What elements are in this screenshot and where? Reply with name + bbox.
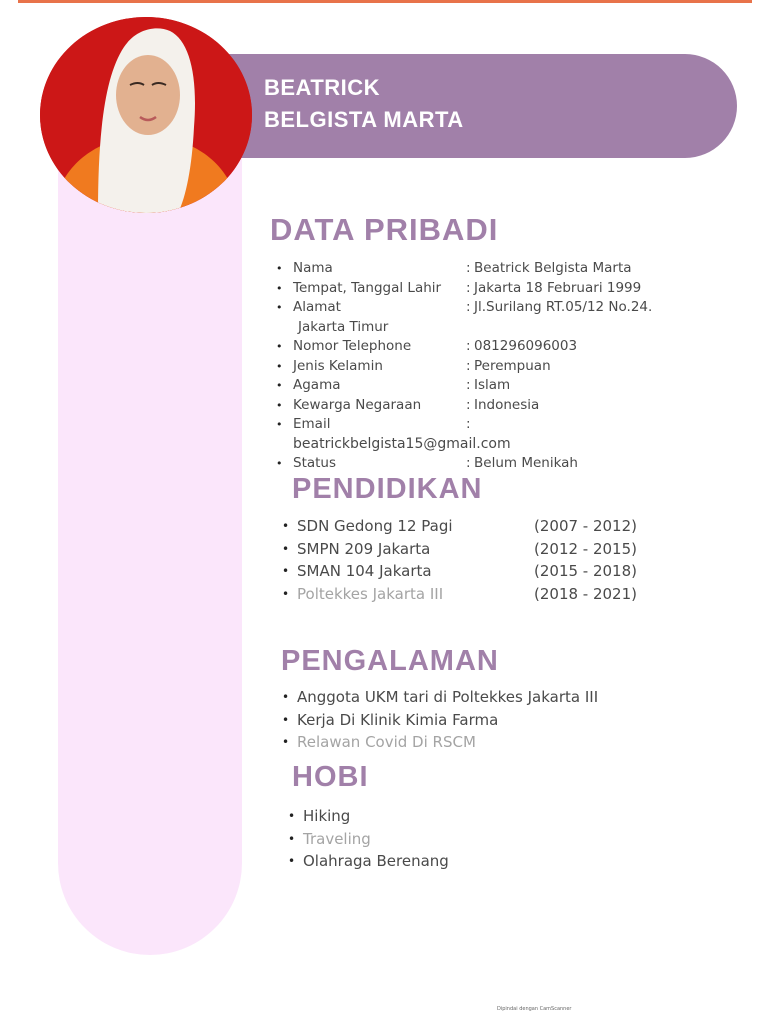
separator-colon: :	[466, 260, 471, 276]
personal-value: Jakarta 18 Februari 1999	[474, 279, 642, 296]
personal-row-telephone	[276, 337, 696, 357]
personal-label: Jenis Kelamin	[293, 357, 383, 374]
separator-colon: :	[466, 455, 471, 471]
personal-row-alamat-continued	[276, 318, 696, 338]
personal-row-email	[276, 415, 696, 435]
personal-row-agama	[276, 376, 696, 396]
personal-label: Nomor Telephone	[293, 338, 412, 354]
section-title-hobi: HOBI	[292, 761, 369, 793]
experience-item	[282, 709, 642, 732]
hobby-list	[288, 805, 488, 873]
bullet: •	[276, 398, 283, 412]
personal-row-kewarganegaraan	[276, 396, 696, 416]
hobby-item	[288, 850, 488, 873]
personal-row-alamat	[276, 298, 696, 318]
separator-colon: :	[466, 377, 471, 393]
bullet: •	[288, 831, 296, 846]
personal-row-nama	[276, 259, 696, 279]
personal-row-jenis-kelamin	[276, 357, 696, 377]
bullet: •	[282, 712, 290, 727]
personal-data-list	[276, 259, 696, 474]
personal-row-ttl	[276, 279, 696, 299]
school-name: SDN Gedong 12 Pagi	[297, 517, 453, 535]
bullet: •	[282, 519, 290, 533]
bullet: •	[276, 340, 283, 353]
section-title-pengalaman: PENGALAMAN	[281, 645, 499, 677]
bullet: •	[288, 809, 296, 823]
school-years: (2012 - 2015)	[534, 539, 638, 558]
personal-row-status	[276, 454, 696, 474]
personal-label: Nama	[293, 260, 333, 276]
bullet: •	[282, 735, 290, 749]
full-name	[264, 72, 464, 136]
experience-text: Relawan Covid Di RSCM	[297, 733, 476, 751]
bullet: •	[282, 586, 290, 601]
personal-value: 081296096003	[474, 338, 578, 354]
personal-row-email-value	[276, 435, 696, 455]
bullet: •	[282, 564, 290, 578]
experience-list	[282, 686, 642, 754]
hobby-item	[288, 828, 488, 851]
experience-text: Kerja Di Klinik Kimia Farma	[297, 710, 499, 729]
experience-text: Anggota UKM tari di Poltekkes Jakarta III	[297, 688, 599, 706]
separator-colon: :	[466, 338, 471, 354]
education-list	[282, 515, 642, 605]
personal-label: Tempat, Tanggal Lahir	[293, 279, 442, 296]
hobby-text: Hiking	[303, 807, 351, 825]
email-address: beatrickbelgista15@gmail.com	[293, 435, 511, 452]
separator-colon: :	[466, 299, 471, 315]
personal-label: Alamat	[293, 299, 341, 315]
personal-value: Belum Menikah	[474, 455, 578, 471]
personal-label: Kewarga Negaraan	[293, 396, 422, 413]
education-item	[282, 515, 642, 538]
bullet: •	[276, 262, 283, 275]
bullet: •	[282, 541, 290, 556]
hobby-text: Traveling	[303, 829, 371, 848]
hobby-item	[288, 805, 488, 828]
bullet: •	[276, 359, 283, 373]
profile-photo	[40, 17, 252, 213]
school-years: (2018 - 2021)	[534, 584, 638, 603]
school-name: SMAN 104 Jakarta	[297, 562, 432, 580]
bullet: •	[276, 457, 283, 470]
separator-colon: :	[466, 416, 471, 432]
sidebar-panel	[58, 110, 242, 955]
bullet: •	[276, 281, 283, 295]
name-banner	[200, 54, 737, 158]
section-title-pendidikan: PENDIDIKAN	[292, 473, 483, 505]
top-accent-line	[18, 0, 752, 3]
personal-value: Islam	[474, 377, 511, 393]
education-item	[282, 583, 642, 606]
school-name: Poltekkes Jakarta III	[297, 584, 444, 603]
personal-value: Perempuan	[474, 357, 551, 374]
school-name: SMPN 209 Jakarta	[297, 539, 431, 558]
education-item	[282, 538, 642, 561]
bullet: •	[276, 379, 283, 392]
scanner-watermark: Dipindai dengan CamScanner	[497, 1006, 572, 1012]
separator-colon: :	[466, 396, 471, 413]
last-name: BELGISTA MARTA	[264, 107, 464, 132]
bullet: •	[288, 854, 296, 868]
bullet: •	[276, 418, 283, 431]
personal-label: Agama	[293, 377, 341, 393]
school-years: (2015 - 2018)	[534, 562, 638, 580]
personal-label: Status	[293, 455, 337, 471]
personal-value: Beatrick Belgista Marta	[474, 260, 632, 276]
section-title-data-pribadi: DATA PRIBADI	[270, 212, 499, 247]
profile-photo-illustration	[40, 17, 252, 213]
separator-colon: :	[466, 279, 471, 296]
first-name: BEATRICK	[264, 75, 381, 100]
separator-colon: :	[466, 357, 471, 374]
school-years: (2007 - 2012)	[534, 517, 638, 535]
hobby-text: Olahraga Berenang	[303, 852, 449, 870]
experience-item	[282, 686, 642, 709]
bullet: •	[276, 301, 283, 314]
personal-value-continued: Jakarta Timur	[298, 318, 389, 335]
personal-value: Indonesia	[474, 396, 540, 413]
personal-label: Email	[293, 416, 331, 432]
education-item	[282, 560, 642, 583]
personal-value: Jl.Surilang RT.05/12 No.24.	[474, 299, 653, 315]
bullet: •	[282, 690, 290, 704]
experience-item	[282, 731, 642, 754]
